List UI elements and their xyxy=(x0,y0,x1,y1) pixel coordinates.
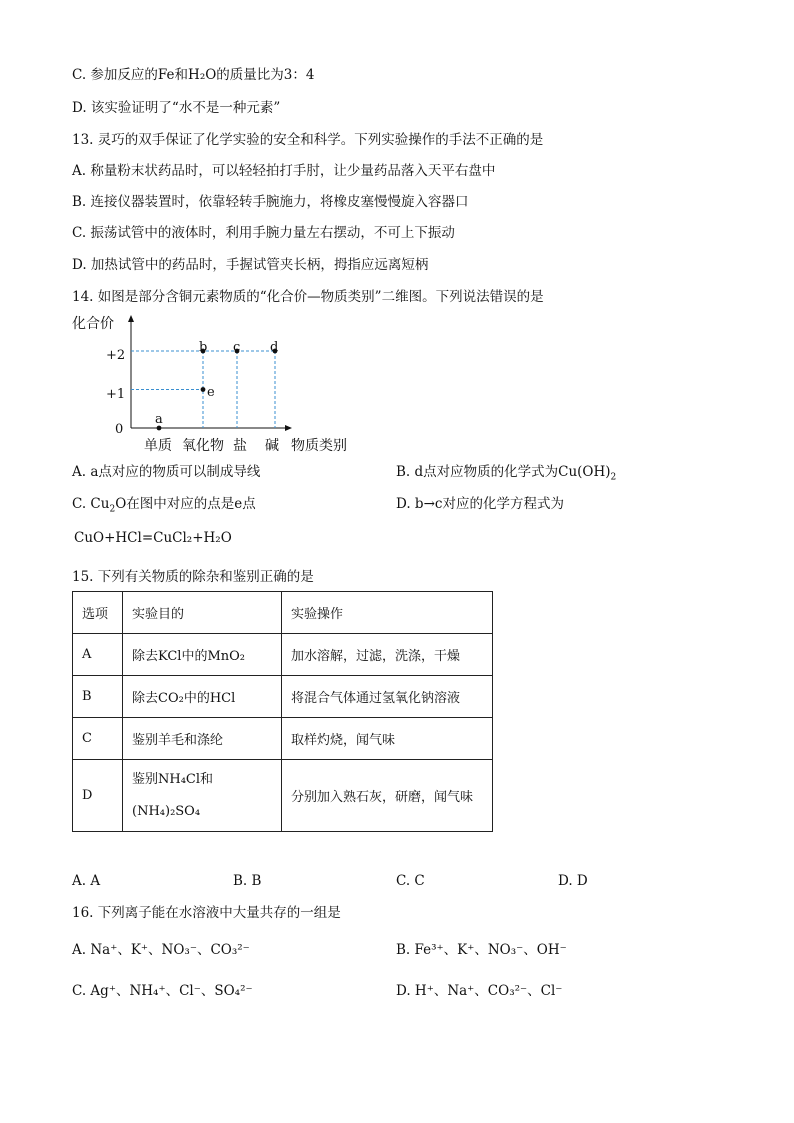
q15-answer-d: D. D xyxy=(558,873,588,889)
header-purpose: 实验目的 xyxy=(123,592,282,634)
q14-equation: CuO+HCl=CuCl₂+H₂O xyxy=(74,530,232,546)
row-option: A xyxy=(73,634,123,676)
q16-option-b: B. Fe³⁺、K⁺、NO₃⁻、OH⁻ xyxy=(396,942,567,958)
q13-option-c: C. 振荡试管中的液体时，利用手腕力量左右摆动，不可上下振动 xyxy=(72,225,455,241)
question-13: 13. 灵巧的双手保证了化学实验的安全和科学。下列实验操作的手法不正确的是 xyxy=(72,132,544,148)
row-purpose-line2: (NH₄)₂SO₄ xyxy=(132,803,201,819)
point-e xyxy=(201,387,206,392)
row-operation: 将混合气体通过氢氧化钠溶液 xyxy=(282,676,493,718)
q15-answer-b: B. B xyxy=(233,873,262,889)
x-cat-salt: 盐 xyxy=(233,438,247,454)
header-operation: 实验操作 xyxy=(282,592,493,634)
row-purpose: 除去CO₂中的HCl xyxy=(123,676,282,718)
row-operation: 取样灼烧，闻气味 xyxy=(282,718,493,760)
table-row xyxy=(73,760,493,832)
header-option: 选项 xyxy=(73,592,123,634)
table-row xyxy=(73,718,493,760)
q12-option-d: D. 该实验证明了“水不是一种元素” xyxy=(72,100,281,116)
y-tick-plus2: +2 xyxy=(106,348,126,363)
q13-option-b: B. 连接仪器装置时，依靠轻转手腕施力，将橡皮塞慢慢旋入容器口 xyxy=(72,194,469,210)
q14-option-a: A. a点对应的物质可以制成导线 xyxy=(72,464,261,480)
x-cat-base: 碱 xyxy=(265,438,279,454)
row-purpose-line1: 鉴别NH₄Cl和 xyxy=(132,771,214,787)
q16-option-a: A. Na⁺、K⁺、NO₃⁻、CO₃²⁻ xyxy=(72,942,250,958)
row-operation: 加水溶解，过滤，洗涤，干燥 xyxy=(282,634,493,676)
q13-option-a: A. 称量粉末状药品时，可以轻轻拍打手肘，让少量药品落入天平右盘中 xyxy=(72,163,496,179)
point-label-d: d xyxy=(270,340,279,355)
point-label-e: e xyxy=(207,385,215,400)
q12-option-c: C. 参加反应的Fe和H₂O的质量比为3：4 xyxy=(72,67,315,83)
question-14: 14. 如图是部分含铜元素物质的“化合价—物质类别”二维图。下列说法错误的是 xyxy=(72,289,544,305)
q16-option-d: D. H⁺、Na⁺、CO₃²⁻、Cl⁻ xyxy=(396,983,563,999)
row-purpose: 鉴别羊毛和涤纶 xyxy=(123,718,282,760)
row-option: D xyxy=(73,760,123,832)
point-label-a: a xyxy=(155,412,163,427)
q13-option-d: D. 加热试管中的药品时，手握试管夹长柄，拇指应远离短柄 xyxy=(72,257,429,273)
q15-answer-a: A. A xyxy=(72,873,101,889)
valence-category-diagram xyxy=(72,312,372,460)
q16-option-c: C. Ag⁺、NH₄⁺、Cl⁻、SO₄²⁻ xyxy=(72,983,253,999)
x-cat-elemental: 单质 xyxy=(144,438,172,454)
row-operation: 分别加入熟石灰，研磨，闻气味 xyxy=(282,760,493,832)
row-option: C xyxy=(73,718,123,760)
row-purpose: 除去KCl中的MnO₂ xyxy=(123,634,282,676)
row-purpose xyxy=(123,760,282,832)
options-table xyxy=(72,591,493,832)
q14-option-c: C. $Cu_2O$在图中对应的点是e点 xyxy=(72,496,256,515)
x-axis-title: 物质类别 xyxy=(291,438,347,454)
table-row xyxy=(73,676,493,718)
point-label-b: b xyxy=(199,340,208,355)
q15-answer-c: C. C xyxy=(396,873,425,889)
question-16: 16. 下列离子能在水溶液中大量共存的一组是 xyxy=(72,905,341,921)
table-row xyxy=(73,634,493,676)
y-tick-zero: 0 xyxy=(115,422,124,437)
point-label-c: c xyxy=(233,340,241,355)
question-15: 15. 下列有关物质的除杂和鉴别正确的是 xyxy=(72,569,314,585)
row-option: B xyxy=(73,676,123,718)
y-axis-title: 化合价 xyxy=(72,316,114,332)
table-header-row xyxy=(73,592,493,634)
y-tick-plus1: +1 xyxy=(106,387,126,402)
q14-option-d: D. b→c对应的化学方程式为 xyxy=(396,496,564,512)
x-cat-oxide: 氧化物 xyxy=(182,438,224,454)
q14-option-b: B. d点对应物质的化学式为$Cu(OH)_2$ xyxy=(396,464,617,483)
